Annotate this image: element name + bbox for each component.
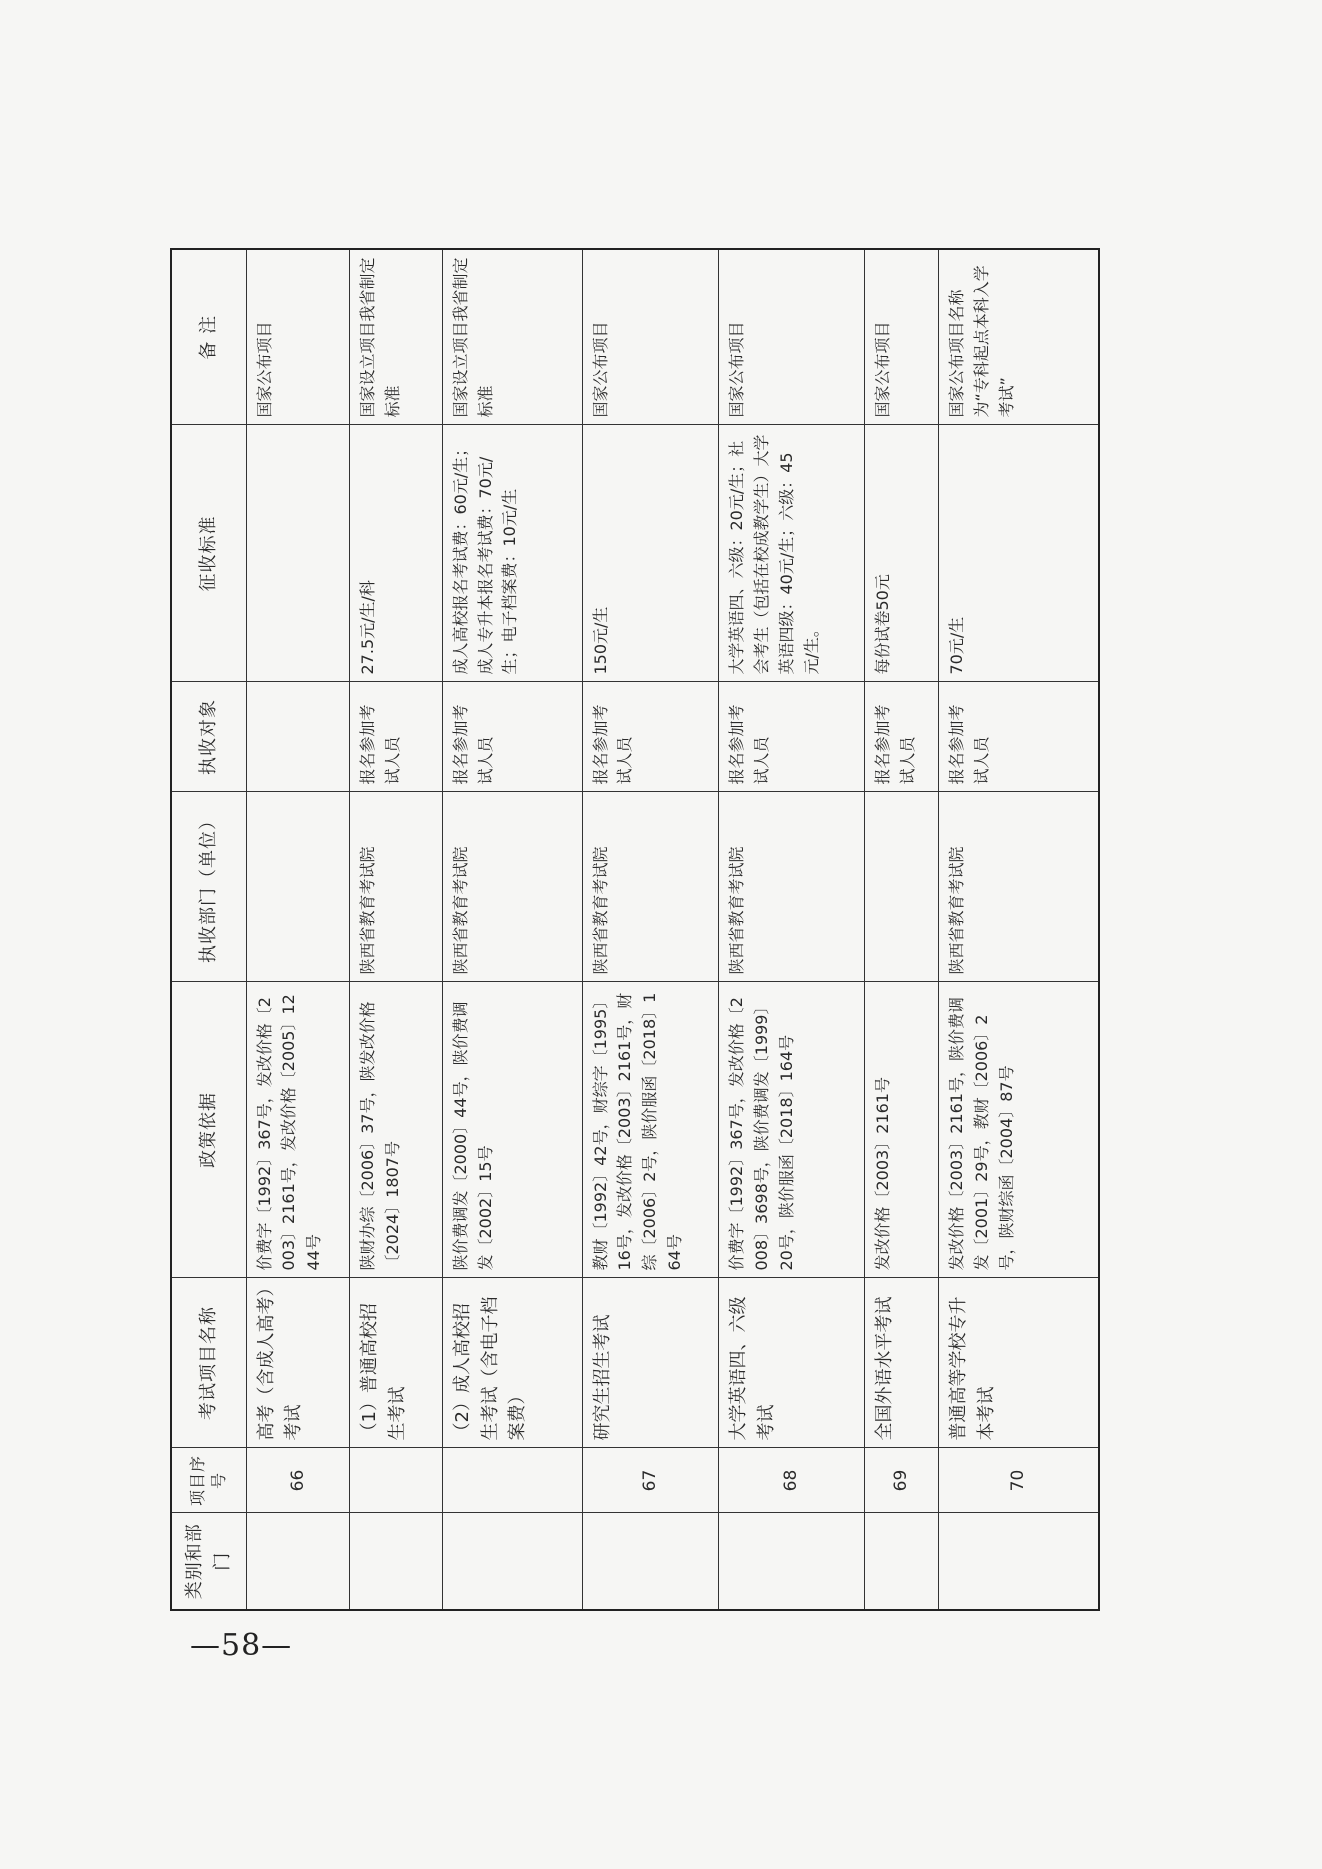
cell-dept: 陕西省教育考试院	[442, 792, 582, 982]
cell-standard: 成人高校报名考试费：60元/生；成人专升本报名考试费：70元/生；电子档案费：10元/生	[442, 425, 582, 682]
cell-basis: 价费字〔1992〕367号，发改价格〔2003〕2161号，发改价格〔2005〕1244号	[246, 982, 350, 1278]
cell-remark: 国家公布项目名称为“专科起点本科入学考试”	[939, 249, 1099, 425]
cell-no: 67	[582, 1448, 718, 1513]
header-remark: 备 注	[171, 249, 246, 425]
cell-category	[246, 1513, 350, 1610]
cell-no	[350, 1448, 443, 1513]
cell-category	[442, 1513, 582, 1610]
cell-no: 66	[246, 1448, 350, 1513]
cell-dept: 陕西省教育考试院	[719, 792, 865, 982]
cell-category	[939, 1513, 1099, 1610]
cell-basis: 教财〔1992〕42号，财综字〔1995〕16号，发改价格〔2003〕2161号，财综〔2006〕2号，陕价服函〔2018〕164号	[582, 982, 718, 1278]
cell-name: （1）普通高校招生考试	[350, 1278, 443, 1448]
cell-no: 69	[865, 1448, 939, 1513]
cell-remark: 国家设立项目我省制定标准	[350, 249, 443, 425]
header-basis: 政策依据	[171, 982, 246, 1278]
cell-basis: 陕价费调发〔2000〕44号，陕价费调发〔2002〕15号	[442, 982, 582, 1278]
cell-basis: 发改价格〔2003〕2161号	[865, 982, 939, 1278]
header-no: 项目序号	[171, 1448, 246, 1513]
table-row	[939, 249, 1099, 1610]
cell-remark: 国家公布项目	[246, 249, 350, 425]
cell-standard: 150元/生	[582, 425, 718, 682]
cell-category	[719, 1513, 865, 1610]
cell-no: 70	[939, 1448, 1099, 1513]
fee-table	[170, 248, 1100, 1611]
cell-standard: 27.5元/生/科	[350, 425, 443, 682]
cell-category	[582, 1513, 718, 1610]
table-header-row	[171, 249, 246, 1610]
cell-remark: 国家公布项目	[582, 249, 718, 425]
cell-name: 普通高等学校专升本考试	[939, 1278, 1099, 1448]
cell-name: （2）成人高校招生考试（含电子档案费）	[442, 1278, 582, 1448]
cell-name: 大学英语四、六级考试	[719, 1278, 865, 1448]
cell-target: 报名参加考试人员	[442, 682, 582, 792]
header-dept: 执收部门（单位）	[171, 792, 246, 982]
table-row	[719, 249, 865, 1610]
cell-target: 报名参加考试人员	[939, 682, 1099, 792]
cell-dept: 陕西省教育考试院	[582, 792, 718, 982]
cell-category	[350, 1513, 443, 1610]
table-row	[582, 249, 718, 1610]
cell-target	[246, 682, 350, 792]
cell-no	[442, 1448, 582, 1513]
cell-name: 高考（含成人高考）考试	[246, 1278, 350, 1448]
cell-dept	[865, 792, 939, 982]
cell-dept	[246, 792, 350, 982]
table-row	[865, 249, 939, 1610]
cell-target: 报名参加考试人员	[582, 682, 718, 792]
fee-table-rotated	[170, 250, 1100, 1611]
header-standard: 征收标准	[171, 425, 246, 682]
cell-dept: 陕西省教育考试院	[939, 792, 1099, 982]
header-target: 执收对象	[171, 682, 246, 792]
table-row	[246, 249, 350, 1610]
cell-remark: 国家设立项目我省制定标准	[442, 249, 582, 425]
cell-remark: 国家公布项目	[719, 249, 865, 425]
cell-target: 报名参加考试人员	[350, 682, 443, 792]
cell-basis: 价费字〔1992〕367号，发改价格〔2008〕3698号，陕价费调发〔1999〕20号，陕价服函〔2018〕164号	[719, 982, 865, 1278]
cell-category	[865, 1513, 939, 1610]
cell-remark: 国家公布项目	[865, 249, 939, 425]
cell-standard: 每份试卷50元	[865, 425, 939, 682]
cell-name: 研究生招生考试	[582, 1278, 718, 1448]
cell-basis: 发改价格〔2003〕2161号，陕价费调发〔2001〕29号，教财〔2006〕2号，陕财综函〔2004〕87号	[939, 982, 1099, 1278]
cell-target: 报名参加考试人员	[719, 682, 865, 792]
header-name: 考试项目名称	[171, 1278, 246, 1448]
page-number: —58—	[190, 1628, 293, 1663]
cell-standard: 大学英语四、六级：20元/生；社会考生（包括在校成教学生）大学英语四级：40元/生；六级：45元/生。	[719, 425, 865, 682]
cell-dept: 陕西省教育考试院	[350, 792, 443, 982]
cell-standard: 70元/生	[939, 425, 1099, 682]
cell-no: 68	[719, 1448, 865, 1513]
cell-target: 报名参加考试人员	[865, 682, 939, 792]
cell-name: 全国外语水平考试	[865, 1278, 939, 1448]
table-row	[350, 249, 443, 1610]
cell-standard	[246, 425, 350, 682]
cell-basis: 陕财办综〔2006〕37号，陕发改价格〔2024〕1807号	[350, 982, 443, 1278]
table-row	[442, 249, 582, 1610]
header-category: 类别和部门	[171, 1513, 246, 1610]
